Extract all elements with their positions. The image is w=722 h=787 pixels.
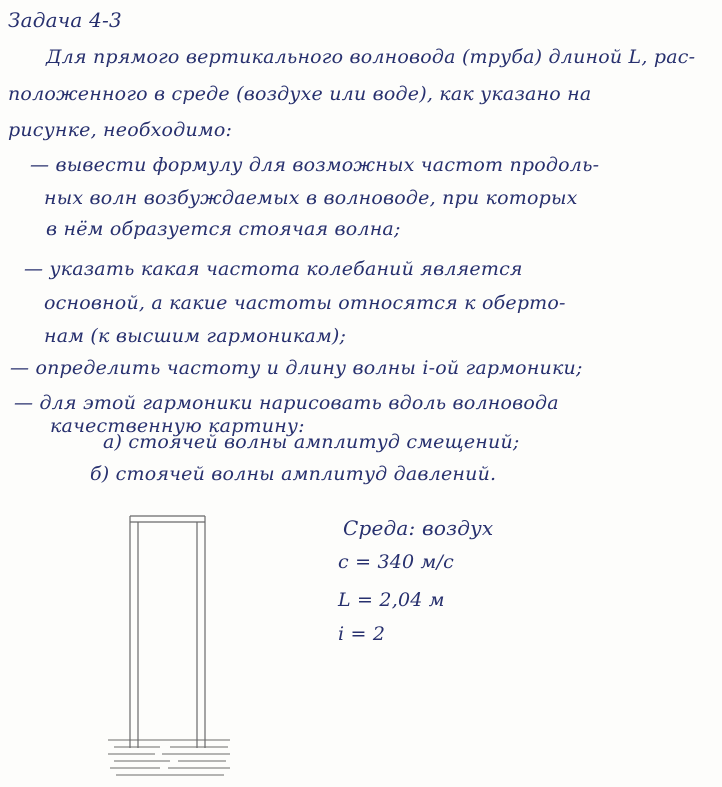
param-speed: c = 340 м/с (338, 551, 454, 573)
text-line-7: — указать какая частота колебаний является (24, 258, 523, 280)
text-line-8: основной, а какие частоты относятся к оберто- (44, 292, 566, 314)
water-surface (108, 740, 230, 775)
text-line-2: положенного в среде (воздухе или воде), как указано на (8, 83, 592, 105)
text-line-10: — определить частоту и длину волны i-ой гармоники; (10, 357, 583, 379)
param-length: L = 2,04 м (338, 589, 445, 611)
text-line-1: Для прямого вертикального волновода (труба) длиной L, рас- (46, 46, 696, 68)
text-line-3: рисунке, необходимо: (8, 119, 233, 141)
text-line-14: б) стоячей волны амплитуд давлений. (90, 463, 497, 485)
waveguide-sketch (100, 508, 235, 783)
problem-title: Задача 4-3 (8, 8, 122, 32)
param-medium: Среда: воздух (343, 516, 494, 540)
text-line-4: — вывести формулу для возможных частот продоль- (30, 154, 600, 176)
text-line-9: нам (к высшим гармоникам); (44, 325, 347, 347)
text-line-13: а) стоячей волны амплитуд смещений; (103, 431, 520, 453)
text-line-12: качественную картину: (50, 415, 305, 437)
param-harmonic: i = 2 (338, 623, 386, 645)
text-line-5: ных волн возбуждаемых в волноводе, при которых (44, 187, 578, 209)
text-line-11: — для этой гармоники нарисовать вдоль волновода (14, 392, 559, 414)
text-line-6: в нём образуется стоячая волна; (46, 218, 401, 240)
